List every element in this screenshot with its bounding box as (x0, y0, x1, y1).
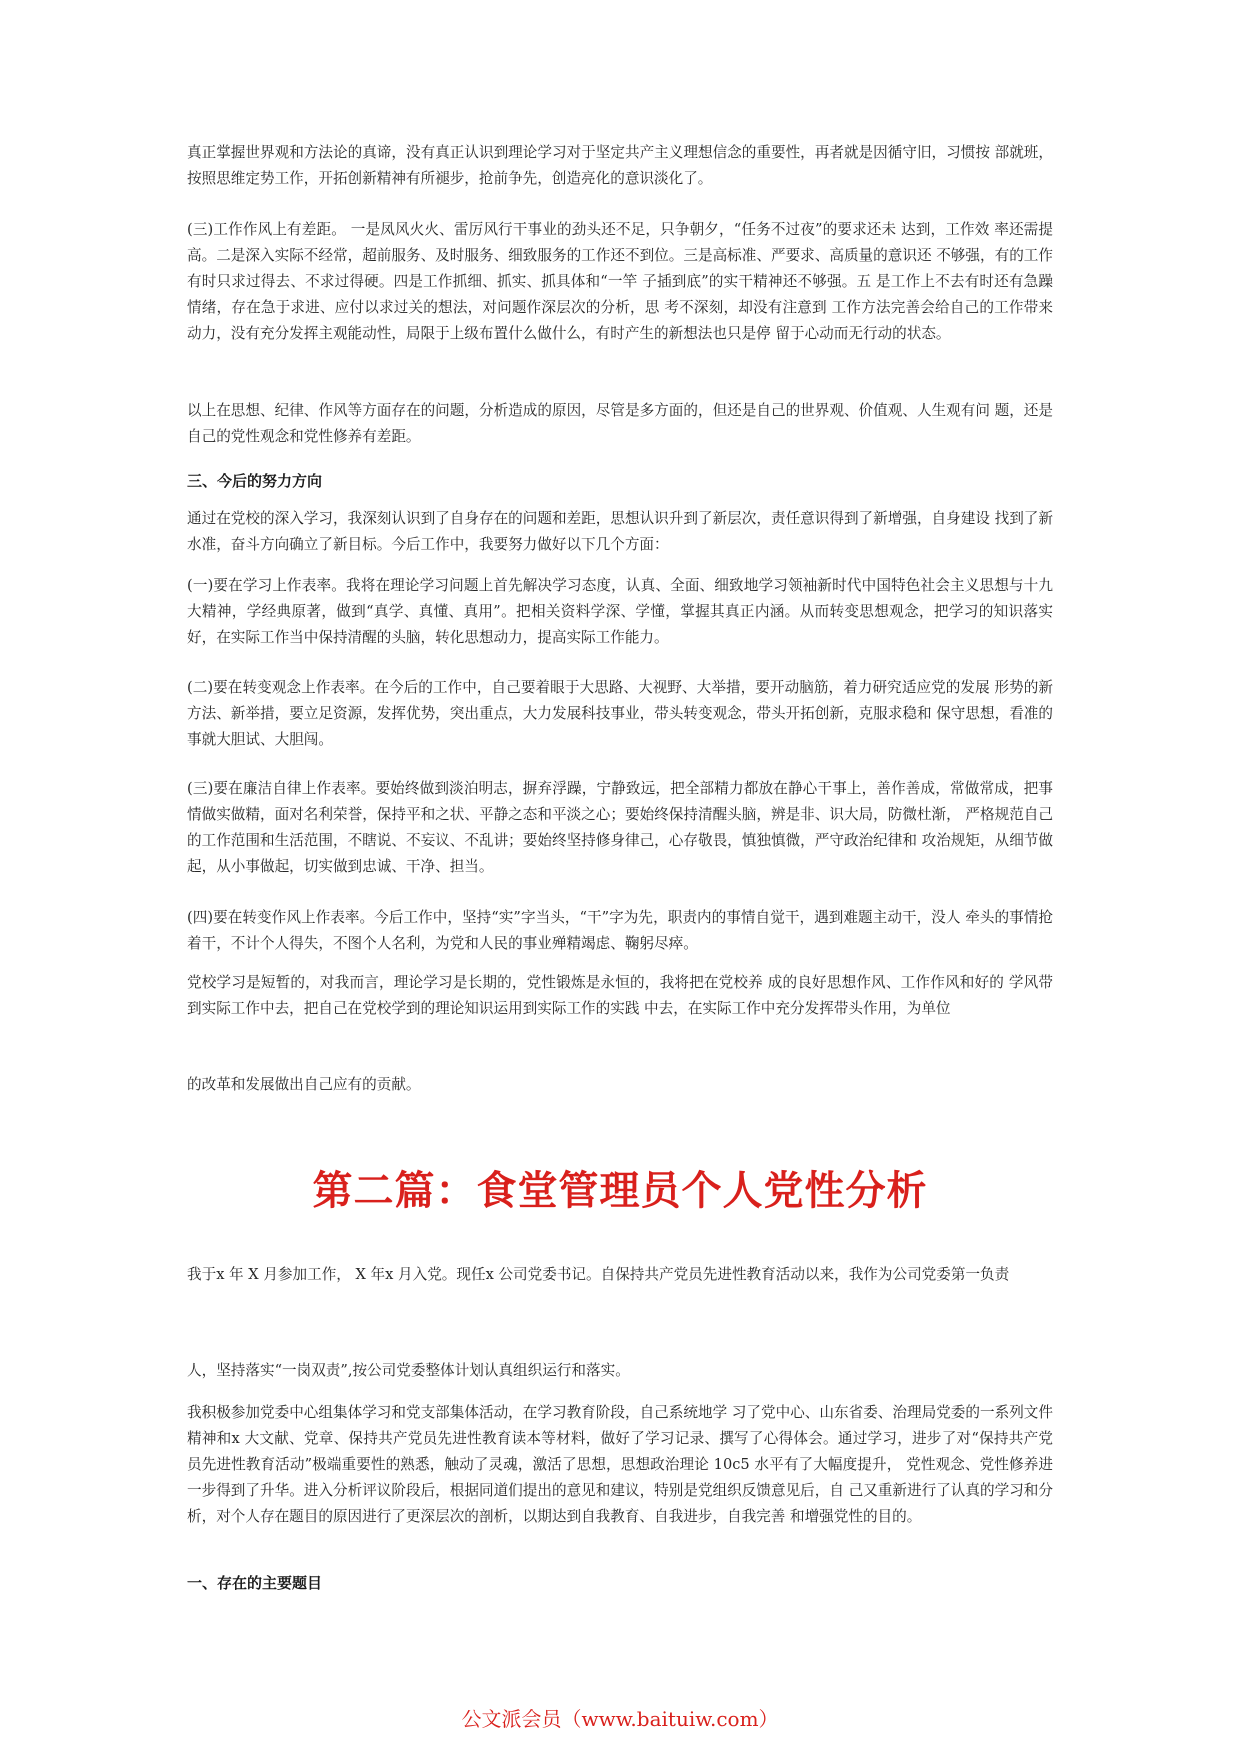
paragraph-conclusion: 党校学习是短暂的，对我而言，理论学习是长期的，党性锻炼是永恒的，我将把在党校养 成的良好思想作风、工作作风和好的 学风带到实际工作中去，把自己在党校学到的理论知识运用到实际工作的实践 中去，在实际工作中充分发挥带头作用，为单位 (187, 974, 1053, 1017)
footer-watermark: 公文派会员（www.baituiw.com） (461, 1707, 779, 1731)
paragraph-intro-future: 通过在党校的深入学习，我深刻认识到了自身存在的问题和差距，思想认识升到了新层次，责任意识得到了新增强，自身建设 找到了新水准，奋斗方向确立了新目标。今后工作中，我要努力做好以下几个方面： (187, 510, 1053, 553)
paragraph-integrity-example: (三)要在廉洁自律上作表率。要始终做到淡泊明志，摒弃浮躁，宁静致远，把全部精力都放在静心干事上，善作善成，常做常成，把事情做实做精，面对名利荣誉，保持平和之状、平静之态和平淡之心；要始终保持清醒头脑，辨是非、识大局，防微杜渐， 严格规范自己的工作范围和生活范围，不瞎说、不妄议、不乱讲；要始终坚持修身律己，心存敬畏，慎独慎微，严守政治纪律和 攻治规矩，从细节做起，从小事做起，切实做到忠诚、干净、担当。 (187, 780, 1053, 875)
paragraph-conclusion-end: 的改革和发展做出自己应有的贡献。 (187, 1076, 421, 1093)
paragraph-1: 真正掌握世界观和方法论的真谛，没有真正认识到理论学习对于坚定共产主义理想信念的重要性，再者就是因循守旧，习惯按 部就班，按照思维定势工作，开拓创新精神有所褪步，抢前争先，创造亮化的意识淡化了。 (187, 144, 1053, 187)
paragraph-summary: 以上在思想、纪律、作风等方面存在的问题，分析造成的原因，尽管是多方面的，但还是自己的世界观、价值观、人生观有问 题，还是自己的党性观念和党性修养有差距。 (187, 402, 1053, 445)
paragraph-mindset-example: (二)要在转变观念上作表率。在今后的工作中，自己要着眼于大思路、大视野、大举措，要开动脑筋，着力研究适应党的发展 形势的新方法、新举措，要立足资源，发挥优势，突出重点，大力发展科技事业，带头转变观念，带头开拓创新，克服求稳和 保守思想，看准的事就大胆试、大胆闯。 (187, 679, 1053, 748)
paragraph-author-intro: 我于x 年 X 月参加工作， X 年x 月入党。现任x 公司党委书记。自保持共产党员先进性教育活动以来，我作为公司党委第一负责 (187, 1266, 1010, 1283)
section-heading-future-direction: 三、今后的努力方向 (187, 472, 323, 490)
document-title: 第二篇：食堂管理员个人党性分析 (312, 1168, 928, 1214)
paragraph-work-style: (三)工作作风上有差距。 一是凤风火火、雷厉风行干事业的劲头还不足，只争朝夕，“任务不过夜”的要求还未 达到，工作效 率还需提高。二是深入实际不经常，超前服务、及时服务、细致服务的工作还不到位。三是高标准、严要求、高质量的意识还 不够强，有的工作有时只求过得去、不求过得硬。四是工作抓细、抓实、抓具体和“一竿 子插到底”的实干精神还不够强。五 是工作上不去有时还有急躁情绪，存在急于求进、应付以求过关的想法，对问题作深层次的分析，思 考不深刻，却没有注意到 工作方法完善会给自己的工作带来动力，没有充分发挥主观能动性，局限于上级布置什么做什么，有时产生的新想法也只是停 留于心动而无行动的状态。 (187, 221, 1053, 342)
paragraph-style-example: (四)要在转变作风上作表率。今后工作中，坚持“实”字当头，“干”字为先，职责内的事情自觉干，遇到难题主动干，没人 牵头的事情抢着干，不计个人得失，不图个人名利，为党和人民的事业殚精竭虑、鞠躬尽瘁。 (187, 909, 1053, 952)
paragraph-study-example: (一)要在学习上作表率。我将在理论学习问题上首先解决学习态度，认真、全面、细致地学习领袖新时代中国特色社会主义思想与十九大精神，学经典原著，做到“真学、真懂、真用”。把相关资料学深、学懂，掌握其真正内涵。从而转变思想观念，把学习的知识落实好，在实际工作当中保持清醒的头脑，转化思想动力，提高实际工作能力。 (187, 577, 1053, 646)
paragraph-study-activities: 我积极参加党委中心组集体学习和党支部集体活动，在学习教育阶段，自己系统地学 习了党中心、山东省委、治理局党委的一系列文件精神和x 大文献、党章、保持共产党员先进性教育读本等材料，做好了学习记录、撰写了心得体会。通过学习，进步了对“保持共产党员先进性教育活动”极端重要性的熟悉，触动了灵魂，激活了思想，思想政治理论 10c5 水平有了大幅度提升， 党性观念、党性修养进一步得到了升华。进入分析评议阶段后，根据同道们提出的意见和建议，特别是党组织反馈意见后，自 己又重新进行了认真的学习和分析，对个人存在题目的原因进行了更深层次的剖析，以期达到自我教育、自我进步，自我完善 和增强党性的目的。 (187, 1404, 1053, 1525)
section-heading-main-problems: 一、存在的主要题目 (187, 1574, 323, 1592)
paragraph-responsibility: 人，坚持落实“一岗双责”,按公司党委整体计划认真组织运行和落实。 (187, 1362, 630, 1379)
